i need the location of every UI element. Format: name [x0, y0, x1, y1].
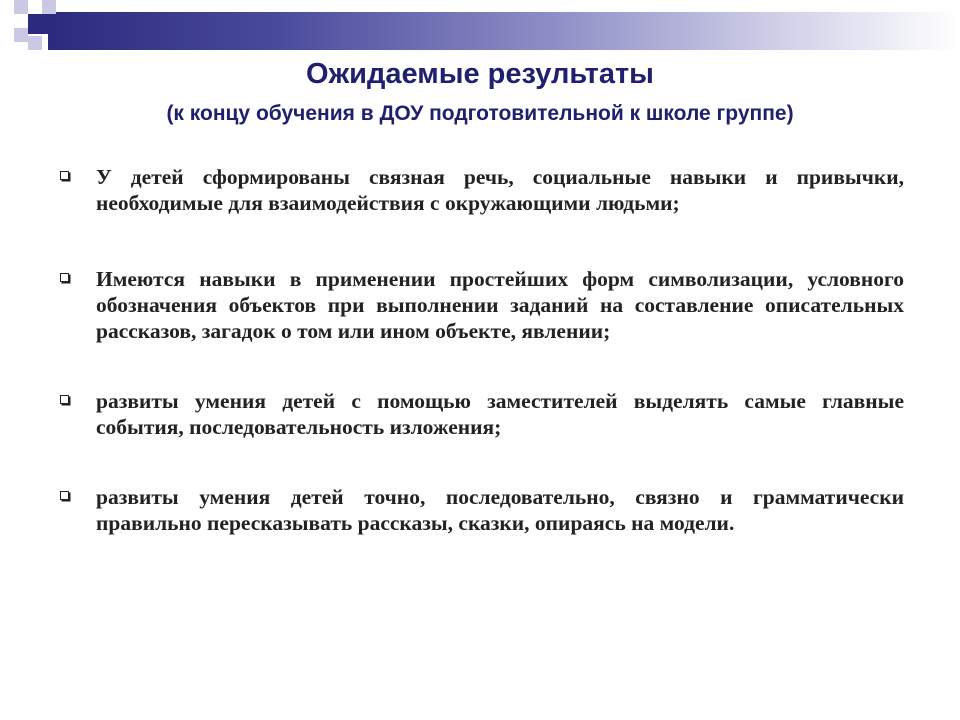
- list-item-text: Имеются навыки в применении простейших форм символизации, условного обозначения объектов при выполнении заданий на составление описательных рассказов, загадок о том или ином объекте, явлении;: [96, 267, 904, 343]
- list-item-text: У детей сформированы связная речь, социальные навыки и привычки, необходимые для взаимодействия с окружающими людьми;: [96, 165, 904, 215]
- slide-title: Ожидаемые результаты: [306, 58, 654, 90]
- decor-square: [28, 36, 42, 50]
- list-item: [56, 164, 904, 216]
- list-item-text: развиты умения детей с помощью заместителей выделять самые главные события, последовательность изложения;: [96, 389, 904, 439]
- hollow-square-icon: [60, 273, 69, 282]
- hollow-square-icon: [60, 395, 69, 404]
- decor-square: [28, 0, 42, 14]
- decor-square: [0, 28, 14, 42]
- decor-square: [42, 0, 56, 14]
- slide-subtitle: (к концу обучения в ДОУ подготовительной к школе группе): [166, 102, 794, 125]
- results-list: [56, 164, 904, 578]
- header-gradient-bar: [48, 12, 960, 50]
- list-item: [56, 484, 904, 536]
- hollow-square-icon: [60, 171, 69, 180]
- decor-square: [14, 0, 28, 14]
- list-item: [56, 388, 904, 440]
- decor-square: [14, 28, 28, 42]
- hollow-square-icon: [60, 491, 69, 500]
- list-item-text: развиты умения детей точно, последовательно, связно и грамматически правильно пересказывать рассказы, сказки, опираясь на модели.: [96, 485, 904, 535]
- corner-decoration: [0, 0, 80, 60]
- decor-square: [0, 14, 14, 28]
- list-item: [56, 266, 904, 344]
- decor-square: [28, 14, 48, 34]
- decor-square: [14, 14, 28, 28]
